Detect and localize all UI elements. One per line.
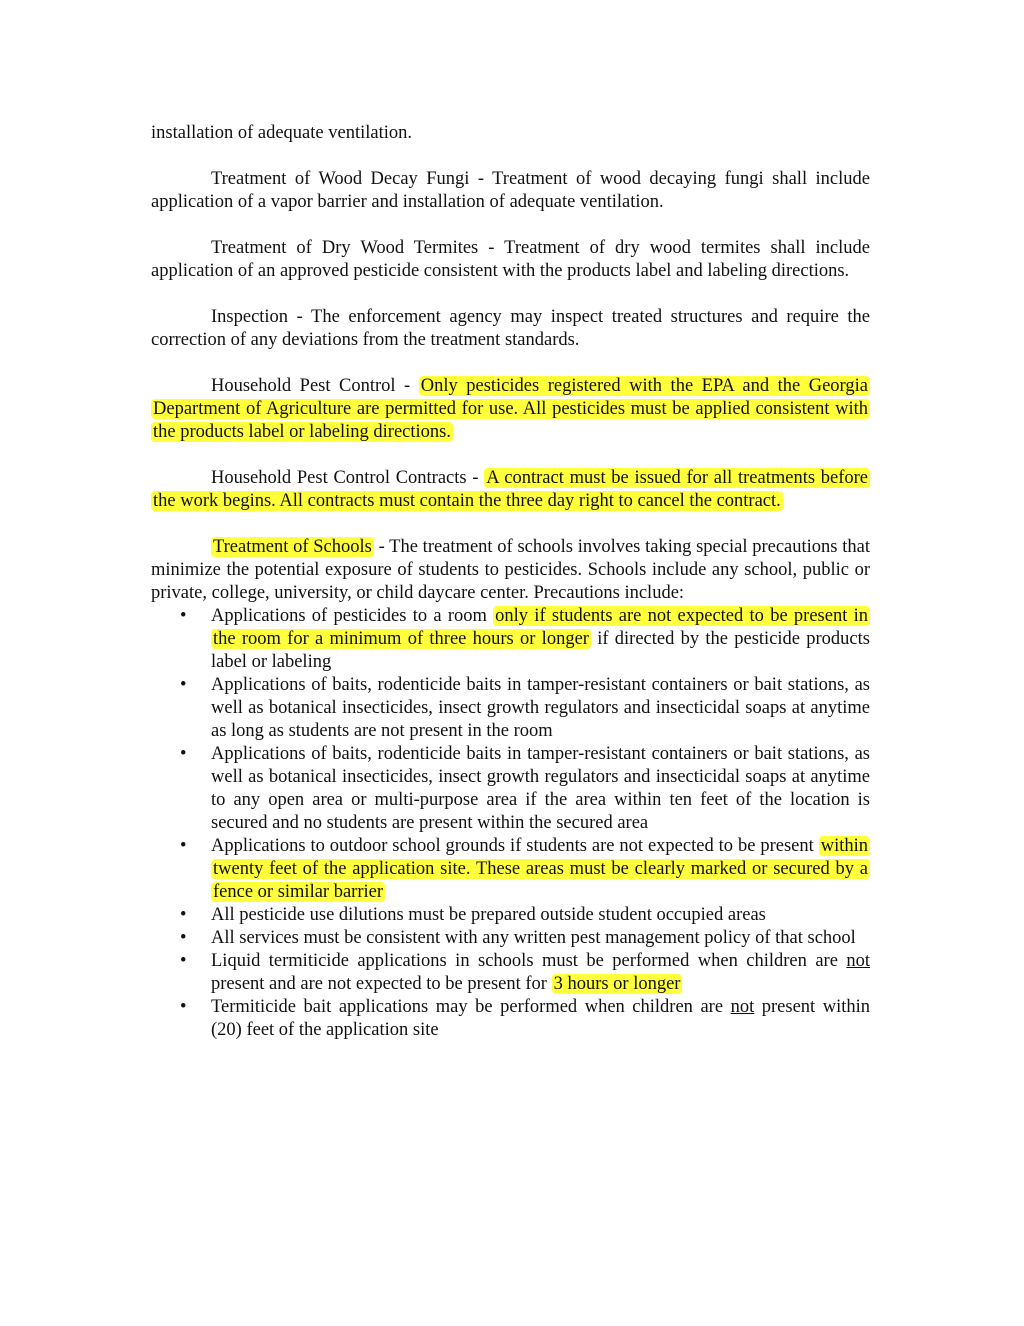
highlighted-heading: Treatment of Schools	[213, 537, 372, 557]
list-item	[151, 927, 870, 950]
highlighted-text: 3 hours or longer	[553, 974, 681, 994]
paragraph-text: installation of adequate ventilation.	[151, 123, 412, 143]
bullet-icon: •	[180, 744, 187, 764]
list-item-text: Termiticide bait applications may be performed when children are	[211, 997, 731, 1017]
highlighted-text: Only pesticides registered with the EPA and the Georgia Department of Agriculture are permitted for use. All pesticides must be applied consistent with the products label or labeling directions.	[153, 376, 868, 442]
list-item-text: Applications of baits, rodenticide baits in tamper-resistant containers or bait stations, as well as botanical insecticides, insect growth regulators and insecticidal soaps at anytime as long as students are not present in the room	[211, 675, 870, 741]
paragraph-household-pest-control	[151, 375, 870, 444]
highlighted-text: only if students are not expected to be present in the room for a minimum of three hours or longer	[213, 606, 868, 649]
paragraph-inspection	[151, 306, 870, 352]
underlined-text: not	[730, 997, 755, 1017]
bullet-icon: •	[180, 951, 187, 971]
list-item-text: present within (20) feet of the application site	[211, 997, 871, 1040]
precautions-list	[151, 605, 870, 1042]
page-body	[151, 122, 870, 1042]
bullet-icon: •	[180, 997, 187, 1017]
underlined-text: not	[846, 951, 870, 971]
list-item	[151, 950, 870, 996]
bullet-icon: •	[180, 836, 187, 856]
paragraph-lead: Household Pest Control Contracts -	[211, 468, 485, 488]
paragraph-lead: Household Pest Control -	[211, 376, 419, 396]
list-item	[151, 605, 870, 674]
list-item	[151, 996, 870, 1042]
bullet-icon: •	[180, 675, 187, 695]
list-item	[151, 835, 870, 904]
paragraph-text: Inspection - The enforcement agency may inspect treated structures and require the correction of any deviations from the treatment standards.	[151, 307, 870, 350]
paragraph-dry-wood-termites	[151, 237, 870, 283]
list-item-text: Liquid termiticide applications in schools must be performed when children are	[211, 951, 847, 971]
list-item-text: All pesticide use dilutions must be prepared outside student occupied areas	[211, 905, 766, 925]
list-item	[151, 743, 870, 835]
paragraph-text: Treatment of Wood Decay Fungi - Treatment of wood decaying fungi shall include application of a vapor barrier and installation of adequate ventilation.	[151, 169, 870, 212]
bullet-icon: •	[180, 606, 187, 626]
highlighted-text: A contract must be issued for all treatments before the work begins. All contracts must contain the three day right to cancel the contract.	[153, 468, 869, 511]
paragraph-treatment-of-schools	[151, 536, 870, 605]
list-item-text: Applications of pesticides to a room	[211, 606, 494, 626]
paragraph-text: - The treatment of schools involves taking special precautions that minimize the potential exposure of students to pesticides. Schools include any school, public or private, college, university, or child daycare center. Precautions include:	[151, 537, 870, 603]
list-item-text: All services must be consistent with any written pest management policy of that school	[211, 928, 856, 948]
list-item-text: Applications of baits, rodenticide baits in tamper-resistant containers or bait stations, as well as botanical insecticides, insect growth regulators and insecticidal soaps at anytime to any open area or multi-purpose area if the area within ten feet of the location is secured and no students are present within the secured area	[211, 744, 870, 833]
list-item-text: if directed by the pesticide products label or labeling	[211, 629, 870, 672]
list-item	[151, 904, 870, 927]
highlighted-text: within twenty feet of the application site. These areas must be clearly marked or secured by a fence or similar barrier	[213, 836, 868, 902]
bullet-icon: •	[180, 905, 187, 925]
list-item-text: present and are not expected to be present for	[211, 974, 552, 994]
paragraph-text: Treatment of Dry Wood Termites - Treatment of dry wood termites shall include application of an approved pesticide consistent with the products label and labeling directions.	[151, 238, 870, 281]
list-item-text: Applications to outdoor school grounds if students are not expected to be present	[211, 836, 819, 856]
paragraph-pest-control-contracts	[151, 467, 870, 513]
paragraph-wood-decay-fungi	[151, 168, 870, 214]
paragraph-ventilation-continued	[151, 122, 870, 145]
list-item	[151, 674, 870, 743]
bullet-icon: •	[180, 928, 187, 948]
